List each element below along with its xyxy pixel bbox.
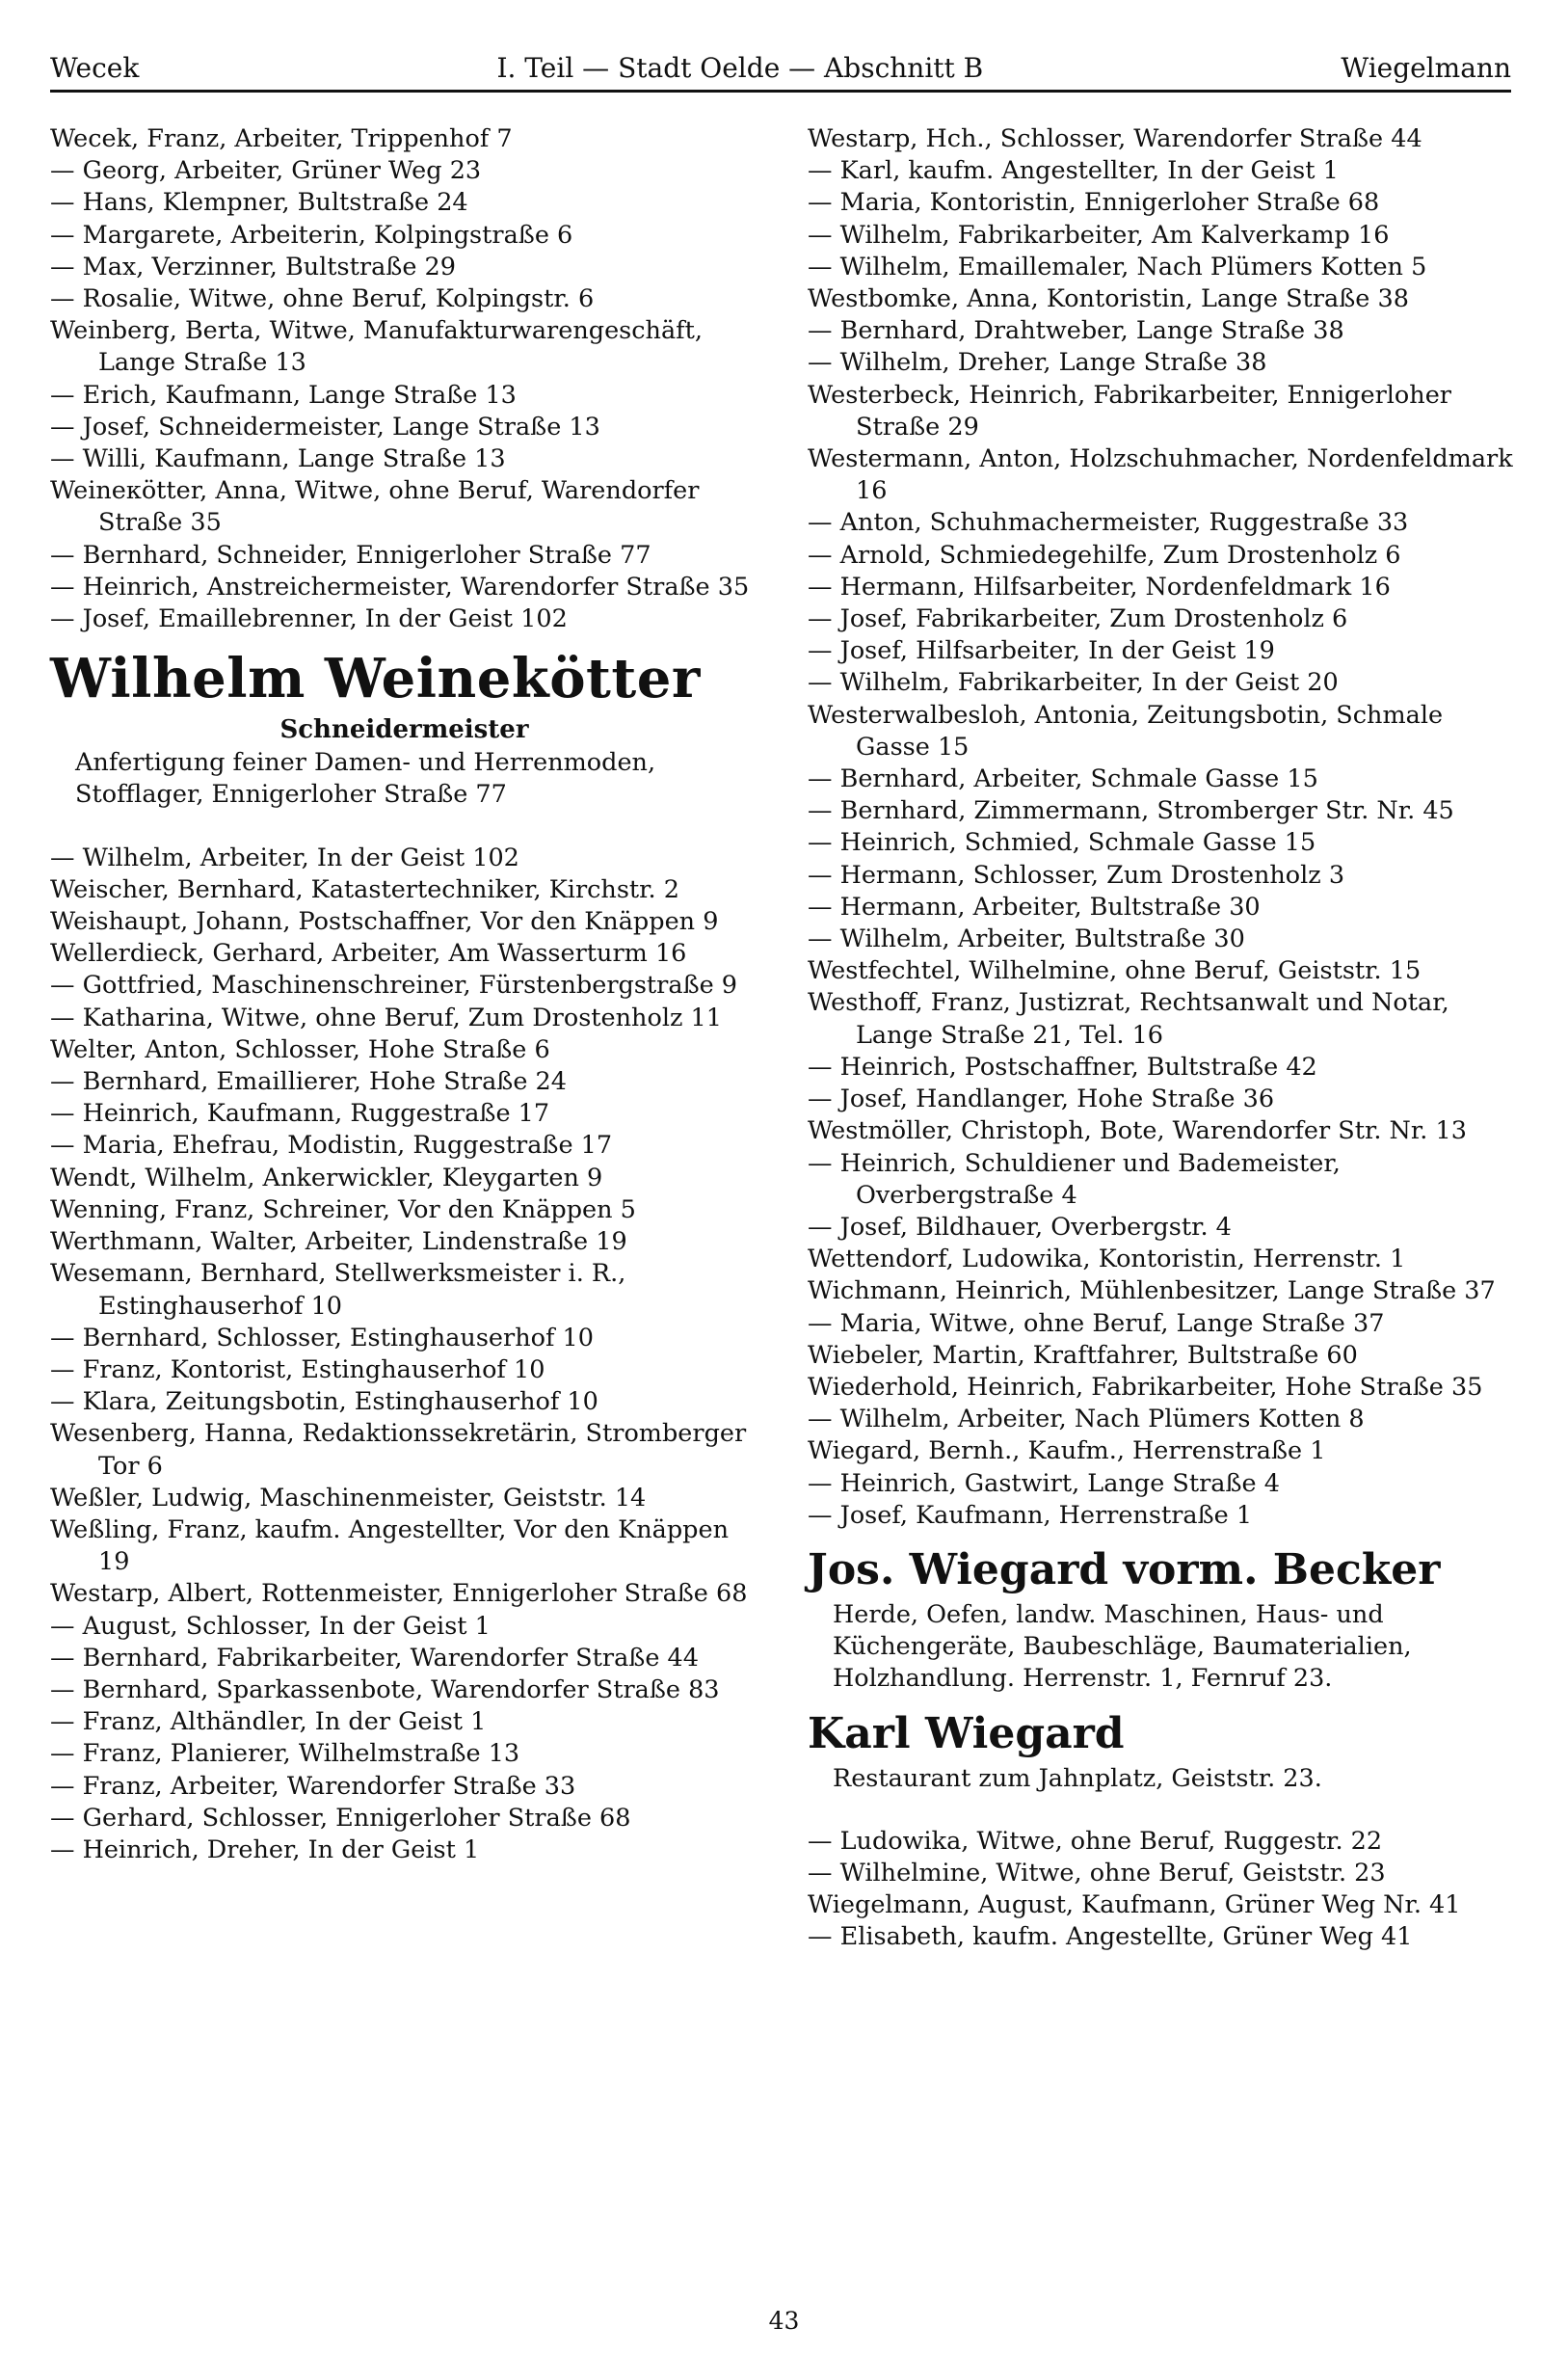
header-right: Wiegelmann — [1341, 52, 1511, 84]
directory-entry: Weßler, Ludwig, Maschinenmeister, Geiststr. 14 — [50, 1483, 647, 1513]
directory-entry: — Heinrich, Dreher, In der Geist 1 — [50, 1834, 480, 1864]
directory-entry: Westbomke, Anna, Kontoristin, Lange Straße 38 — [808, 284, 1409, 314]
directory-entry: — Wilhelm, Dreher, Lange Straße 38 — [808, 348, 1267, 378]
directory-entry: Westarp, Albert, Rottenmeister, Ennigerloher Straße 68 — [50, 1579, 748, 1609]
directory-entry: Weinberg, Berta, Witwe, Manufakturwarengeschäft, Lange Straße 13 — [50, 316, 703, 378]
directory-entry: — Heinrich, Kaufmann, Ruggestraße 17 — [50, 1099, 550, 1129]
directory-entry: — Willi, Kaufmann, Lange Straße 13 — [50, 444, 506, 474]
directory-entry: — Ludowika, Witwe, ohne Beruf, Ruggestr. 22 — [808, 1826, 1383, 1856]
directory-entry: — Josef, Handlanger, Hohe Straße 36 — [808, 1084, 1275, 1114]
directory-entry: Wiederhold, Heinrich, Fabrikarbeiter, Hohe Straße 35 — [808, 1372, 1483, 1402]
directory-entry: Westhoff, Franz, Justizrat, Rechtsanwalt und Notar, Lange Straße 21, Tel. 16 — [808, 988, 1449, 1050]
left-column — [50, 123, 758, 1866]
directory-entry: — Wilhelm, Arbeiter, Bultstraße 30 — [808, 924, 1245, 954]
directory-entry: Weßling, Franz, kaufm. Angestellter, Vor den Knäppen 19 — [50, 1514, 730, 1577]
directory-entry: — Wilhelm, Arbeiter, Nach Plümers Kotten 8 — [808, 1405, 1365, 1434]
directory-entry: Wendt, Wilhelm, Ankerwickler, Kleygarten 9 — [50, 1163, 603, 1192]
ad-weinekoetter-title: Schneidermeister — [279, 715, 529, 745]
entry-list-left-top — [50, 123, 758, 635]
directory-entry: Weineкötter, Anna, Witwe, ohne Beruf, Warendorfer Straße 35 — [50, 476, 700, 538]
directory-entry: Westfechtel, Wilhelmine, ohne Beruf, Geiststr. 15 — [808, 956, 1422, 986]
directory-entry: — Arnold, Schmiedegehilfe, Zum Drostenholz 6 — [808, 540, 1401, 570]
advertisement-weinekoetter — [50, 645, 758, 811]
directory-entry: — Bernhard, Zimmermann, Stromberger Str. Nr. 45 — [808, 796, 1454, 826]
ad-weinekoetter-text: Anfertigung feiner Damen- und Herrenmoden, Stofflager, Ennigerloher Straße 77 — [75, 748, 656, 810]
directory-entry: Welter, Anton, Schlosser, Hohe Straße 6 — [50, 1034, 550, 1064]
right-column — [808, 123, 1516, 1954]
advertisement-jos-wiegard — [808, 1541, 1516, 1696]
entry-list-right-top — [808, 123, 1516, 1532]
directory-entry: — Heinrich, Anstreichermeister, Warendorfer Straße 35 — [50, 572, 750, 602]
directory-entry: — Katharina, Witwe, ohne Beruf, Zum Drostenholz 11 — [50, 1003, 722, 1032]
directory-entry: Westermann, Anton, Holzschuhmacher, Nordenfeldmark 16 — [808, 444, 1513, 506]
ad-karl-wiegard-text: Restaurant zum Jahnplatz, Geiststr. 23. — [833, 1763, 1322, 1793]
directory-entry: Wenning, Franz, Schreiner, Vor den Knäppen 5 — [50, 1194, 636, 1224]
directory-entry: — Erich, Kaufmann, Lange Straße 13 — [50, 380, 517, 410]
directory-entry: Wettendorf, Ludowika, Kontoristin, Herrenstr. 1 — [808, 1245, 1406, 1274]
directory-entry: — Bernhard, Fabrikarbeiter, Warendorfer Straße 44 — [50, 1643, 699, 1673]
directory-entry: — Margarete, Arbeiterin, Kolpingstraße 6 — [50, 220, 573, 250]
directory-entry: — Anton, Schuhmachermeister, Ruggestraße 33 — [808, 508, 1409, 538]
directory-entry: Weishaupt, Johann, Postschaffner, Vor den Knäppen 9 — [50, 907, 719, 937]
entry-list-left-bottom — [50, 843, 758, 1867]
ad-jos-wiegard-name: Jos. Wiegard vorm. Becker — [808, 1544, 1441, 1594]
directory-entry: — Josef, Schneidermeister, Lange Straße 13 — [50, 412, 600, 442]
directory-entry: — Bernhard, Emaillierer, Hohe Straße 24 — [50, 1067, 567, 1097]
directory-entry: — Hermann, Arbeiter, Bultstraße 30 — [808, 892, 1261, 922]
advertisement-karl-wiegard — [808, 1705, 1516, 1795]
directory-entry: — Hermann, Schlosser, Zum Drostenholz 3 — [808, 860, 1345, 890]
directory-entry: — Wilhelm, Emaillemaler, Nach Plümers Kotten 5 — [808, 252, 1427, 281]
ad-weinekoetter-name: Wilhelm Weinekötter — [50, 647, 701, 711]
directory-entry: — Bernhard, Arbeiter, Schmale Gasse 15 — [808, 764, 1318, 794]
directory-entry: — Gerhard, Schlosser, Ennigerloher Straße 68 — [50, 1803, 631, 1833]
directory-entry: — Bernhard, Sparkassenbote, Warendorfer Straße 83 — [50, 1674, 720, 1704]
directory-entry: — Franz, Planierer, Wilhelmstraße 13 — [50, 1739, 520, 1769]
directory-entry: Wesemann, Bernhard, Stellwerksmeister i. R., Estinghauserhof 10 — [50, 1259, 626, 1321]
directory-entry: — Heinrich, Postschaffner, Bultstraße 42 — [808, 1052, 1317, 1082]
directory-entry: — Josef, Emaillebrenner, In der Geist 102 — [50, 604, 568, 634]
directory-entry: Westmöller, Christoph, Bote, Warendorfer Str. Nr. 13 — [808, 1116, 1467, 1146]
directory-entry: — Bernhard, Schneider, Ennigerloher Straße 77 — [50, 540, 651, 570]
directory-entry: Wellerdieck, Gerhard, Arbeiter, Am Wasserturm 16 — [50, 939, 687, 969]
directory-entry: Westarp, Hch., Schlosser, Warendorfer Straße 44 — [808, 124, 1422, 153]
directory-entry: — Gottfried, Maschinenschreiner, Fürstenbergstraße 9 — [50, 971, 738, 1001]
directory-entry: — Karl, kaufm. Angestellter, In der Geist 1 — [808, 156, 1339, 186]
directory-entry: — Franz, Kontorist, Estinghauserhof 10 — [50, 1354, 545, 1384]
directory-entry: — Wilhelm, Arbeiter, In der Geist 102 — [50, 843, 519, 872]
directory-entry: — Wilhelm, Fabrikarbeiter, Am Kalverkamp 16 — [808, 220, 1390, 250]
running-header — [50, 48, 1511, 93]
directory-entry: — Maria, Witwe, ohne Beruf, Lange Straße 37 — [808, 1308, 1385, 1338]
directory-entry: — Hans, Klempner, Bultstraße 24 — [50, 188, 468, 218]
directory-entry: Wecek, Franz, Arbeiter, Trippenhof 7 — [50, 124, 513, 153]
directory-entry: — Bernhard, Drahtweber, Lange Straße 38 — [808, 316, 1344, 346]
directory-entry: Wiegelmann, August, Kaufmann, Grüner Weg Nr. 41 — [808, 1890, 1461, 1920]
directory-entry: Westerbeck, Heinrich, Fabrikarbeiter, Ennigerloher Straße 29 — [808, 380, 1451, 442]
directory-entry: — Franz, Althändler, In der Geist 1 — [50, 1707, 487, 1737]
directory-entry: — Heinrich, Gastwirt, Lange Straße 4 — [808, 1468, 1280, 1498]
directory-entry: — Josef, Bildhauer, Overbergstr. 4 — [808, 1212, 1232, 1242]
directory-entry: Werthmann, Walter, Arbeiter, Lindenstraße 19 — [50, 1227, 627, 1257]
directory-entry: — Bernhard, Schlosser, Estinghauserhof 10 — [50, 1323, 594, 1352]
ad-jos-wiegard-text: Herde, Oefen, landw. Maschinen, Haus- und Küchengeräte, Baubeschläge, Baumaterialien, Holzhandlung. Herrenstr. 1, Fernruf 23. — [833, 1599, 1412, 1694]
page-number: 43 — [768, 2307, 800, 2335]
directory-entry: — Maria, Kontoristin, Ennigerloher Straße 68 — [808, 188, 1380, 218]
directory-entry: — Heinrich, Schuldiener und Bademeister, Overbergstraße 4 — [808, 1148, 1341, 1210]
directory-entry: — Josef, Fabrikarbeiter, Zum Drostenholz 6 — [808, 604, 1348, 634]
directory-entry: — Maria, Ehefrau, Modistin, Ruggestraße 17 — [50, 1131, 613, 1161]
directory-entry: Westerwalbesloh, Antonia, Zeitungsbotin, Schmale Gasse 15 — [808, 700, 1444, 762]
directory-entry: — Klara, Zeitungsbotin, Estinghauserhof 10 — [50, 1387, 598, 1417]
directory-entry: Wiebeler, Martin, Kraftfahrer, Bultstraße 60 — [808, 1340, 1358, 1370]
directory-entry: Wesenberg, Hanna, Redaktionssekretärin, Stromberger Tor 6 — [50, 1419, 747, 1481]
directory-entry: — August, Schlosser, In der Geist 1 — [50, 1611, 491, 1641]
directory-entry: — Wilhelm, Fabrikarbeiter, In der Geist 20 — [808, 668, 1339, 698]
directory-entry: — Elisabeth, kaufm. Angestellte, Grüner Weg 41 — [808, 1922, 1413, 1952]
directory-entry: — Heinrich, Schmied, Schmale Gasse 15 — [808, 828, 1316, 858]
directory-entry: — Josef, Kaufmann, Herrenstraße 1 — [808, 1500, 1253, 1530]
header-left: Wecek — [50, 52, 140, 84]
directory-entry: — Georg, Arbeiter, Grüner Weg 23 — [50, 156, 482, 186]
ad-karl-wiegard-name: Karl Wiegard — [808, 1708, 1125, 1758]
directory-entry: — Wilhelmine, Witwe, ohne Beruf, Geiststr. 23 — [808, 1858, 1386, 1887]
directory-entry: Wichmann, Heinrich, Mühlenbesitzer, Lange Straße 37 — [808, 1276, 1496, 1306]
header-center: I. Teil — Stadt Oelde — Abschnitt B — [496, 52, 984, 84]
directory-entry: — Josef, Hilfsarbeiter, In der Geist 19 — [808, 636, 1275, 666]
directory-entry: — Franz, Arbeiter, Warendorfer Straße 33 — [50, 1771, 576, 1801]
directory-entry: — Hermann, Hilfsarbeiter, Nordenfeldmark 16 — [808, 572, 1391, 602]
entry-list-right-bottom — [808, 1826, 1516, 1954]
directory-entry: Weischer, Bernhard, Katastertechniker, Kirchstr. 2 — [50, 874, 679, 904]
directory-entry: — Rosalie, Witwe, ohne Beruf, Kolpingstr. 6 — [50, 284, 595, 314]
directory-entry: — Max, Verzinner, Bultstraße 29 — [50, 252, 456, 281]
directory-entry: Wiegard, Bernh., Kaufm., Herrenstraße 1 — [808, 1436, 1326, 1466]
